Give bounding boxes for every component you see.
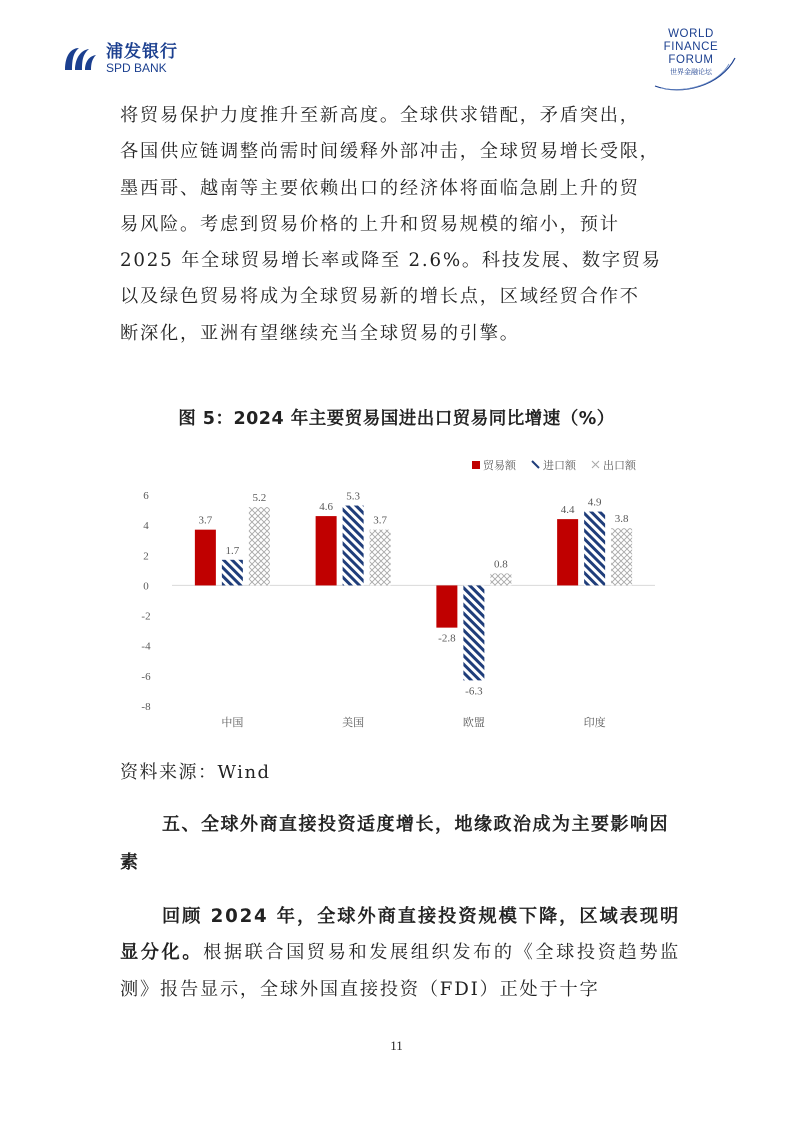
paragraph-lead-bold: 回顾 2024 年，全球外商直接投资规模下降，区域表现明显分化。 (120, 906, 680, 964)
forum-line-2: FINANCE (663, 41, 719, 53)
bar-欧盟-进口额 (463, 585, 484, 680)
data-label: -2.8 (438, 632, 456, 645)
forum-line-1: WORLD (668, 28, 714, 40)
y-tick-label: 4 (143, 520, 149, 533)
page-number: 11 (390, 1038, 403, 1053)
trade-growth-bar-chart (120, 450, 680, 740)
figure-title: 图 5：2024 年主要贸易国进出口贸易同比增速（%） (178, 409, 615, 429)
legend-label: 出口额 (603, 460, 636, 472)
bar-欧盟-贸易额 (436, 585, 457, 627)
paragraph-line: 各国供应链调整尚需时间缓释外部冲击，全球贸易增长受限， (120, 141, 660, 163)
data-label: 4.9 (587, 496, 602, 509)
source-note: 资料来源：Wind (120, 762, 271, 783)
x-category-label: 美国 (342, 717, 365, 729)
data-label: 4.4 (560, 504, 575, 517)
legend-swatch-出口额 (592, 461, 599, 468)
paragraph-line: 易风险。考虑到贸易价格的上升和贸易规模的缩小，预计 (120, 213, 620, 235)
x-category-label: 欧盟 (462, 717, 485, 729)
legend-label: 进口额 (543, 460, 576, 472)
spd-bank-emblem-icon (62, 44, 98, 74)
y-tick-label: 6 (143, 490, 149, 502)
paragraph-body: 根据联合国贸易和发展组织发布的《全球投资趋势监测》报告显示，全球外国直接投资（FDI）正处于十字 (120, 942, 680, 1000)
legend-swatch-贸易额 (472, 461, 480, 469)
body-paragraph-1 (120, 98, 680, 352)
paragraph-line: 以及绿色贸易将成为全球贸易新的增长点，区域经贸合作不 (120, 286, 640, 308)
bar-中国-出口额 (249, 507, 270, 585)
bar-印度-贸易额 (557, 519, 578, 585)
section-heading: 五、全球外商直接投资适度增长，地缘政治成为主要影响因素 (120, 814, 669, 873)
data-label: 5.2 (252, 492, 267, 505)
data-label: 3.7 (373, 514, 387, 527)
world-finance-forum-logo (641, 24, 741, 94)
x-category-label: 印度 (583, 717, 606, 729)
y-tick-label: -6 (141, 670, 151, 683)
data-label: 5.3 (346, 490, 360, 503)
paragraph-line: 将贸易保护力度推升至新高度。全球供求错配，矛盾突出， (120, 105, 640, 126)
y-tick-label: -8 (141, 701, 151, 713)
forum-name-cn: 世界金融论坛 (670, 68, 712, 76)
bank-name-en: SPD BANK (106, 60, 167, 75)
data-label: 1.7 (225, 544, 240, 557)
paragraph-line: 2025 年全球贸易增长率或降至 2.6%。科技发展、数字贸易 (120, 250, 662, 272)
data-label: 4.6 (319, 501, 333, 514)
forum-line-3: FORUM (668, 54, 714, 66)
y-tick-label: 2 (143, 550, 149, 563)
bar-中国-贸易额 (195, 530, 216, 586)
bar-印度-出口额 (611, 528, 632, 585)
legend-label: 贸易额 (483, 460, 516, 472)
body-paragraph-2 (120, 899, 680, 1008)
paragraph-line: 墨西哥、越南等主要依赖出口的经济体将面临急剧上升的贸 (120, 177, 640, 199)
data-label: -6.3 (465, 685, 483, 698)
forum-arc-icon (641, 24, 741, 94)
y-tick-label: 0 (143, 580, 149, 593)
data-label: 3.8 (614, 513, 629, 526)
bar-印度-进口额 (584, 512, 605, 586)
bank-name-cn: 浦发银行 (106, 42, 178, 62)
x-category-label: 中国 (221, 717, 244, 729)
bar-美国-贸易额 (316, 516, 337, 585)
bar-美国-出口额 (370, 530, 391, 586)
bar-欧盟-出口额 (490, 573, 511, 585)
y-tick-label: -4 (141, 640, 151, 653)
legend-swatch-进口额 (532, 461, 539, 468)
bar-美国-进口额 (343, 506, 364, 586)
paragraph-line: 断深化，亚洲有望继续充当全球贸易的引擎。 (120, 322, 520, 344)
data-label: 3.7 (198, 514, 213, 527)
y-tick-label: -2 (141, 610, 151, 623)
bar-中国-进口额 (222, 560, 243, 586)
data-label: 0.8 (494, 558, 508, 571)
spd-bank-logo (62, 44, 178, 74)
